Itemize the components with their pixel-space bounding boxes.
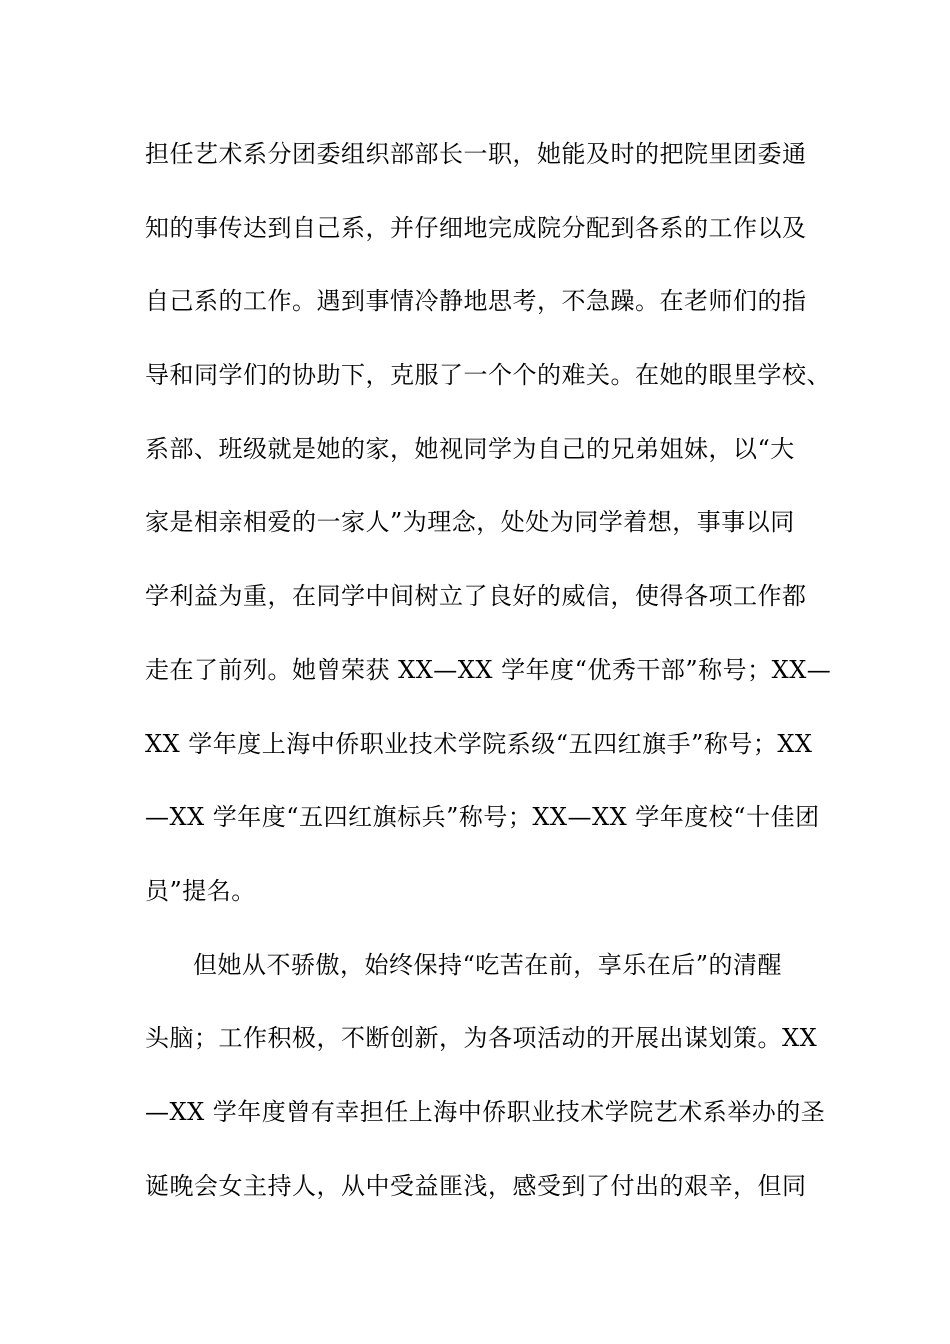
body-text	[145, 134, 832, 1239]
text-line: 走在了前列。她曾荣获 XX—XX 学年度“优秀干部”称号；XX—	[145, 655, 832, 684]
text-line: 员”提名。	[145, 876, 256, 905]
text-line: —XX 学年度曾有幸担任上海中侨职业技术学院艺术系举办的圣	[145, 1097, 826, 1126]
text-line: 自己系的工作。遇到事情冷静地思考，不急躁。在老师们的指	[145, 287, 807, 316]
text-line: 担任艺术系分团委组织部部长一职，她能及时的把院里团委通	[145, 140, 807, 168]
text-line: 学利益为重，在同学中间树立了良好的威信，使得各项工作都	[145, 582, 807, 611]
text-line: 头脑；工作积极，不断创新，为各项活动的开展出谋划策。XX	[145, 1024, 818, 1053]
text-line: —XX 学年度“五四红旗标兵”称号；XX—XX 学年度校“十佳团	[145, 803, 820, 832]
text-line: 导和同学们的协助下，克服了一个个的难关。在她的眼里学校、	[145, 361, 831, 390]
text-line: 系部、班级就是她的家，她视同学为自己的兄弟姐妹，以“大	[145, 434, 795, 463]
text-line: 知的事传达到自己系，并仔细地完成院分配到各系的工作以及	[145, 213, 807, 242]
text-line: 家是相亲相爱的一家人”为理念，处处为同学着想，事事以同	[145, 508, 795, 537]
text-line: XX 学年度上海中侨职业技术学院系级“五四红旗手”称号；XX	[145, 729, 813, 758]
text-line: 诞晚会女主持人，从中受益匪浅，感受到了付出的艰辛，但同	[145, 1171, 807, 1200]
paragraph-first-line: 但她从不骄傲，始终保持“吃苦在前，享乐在后”的清醒	[193, 950, 783, 979]
